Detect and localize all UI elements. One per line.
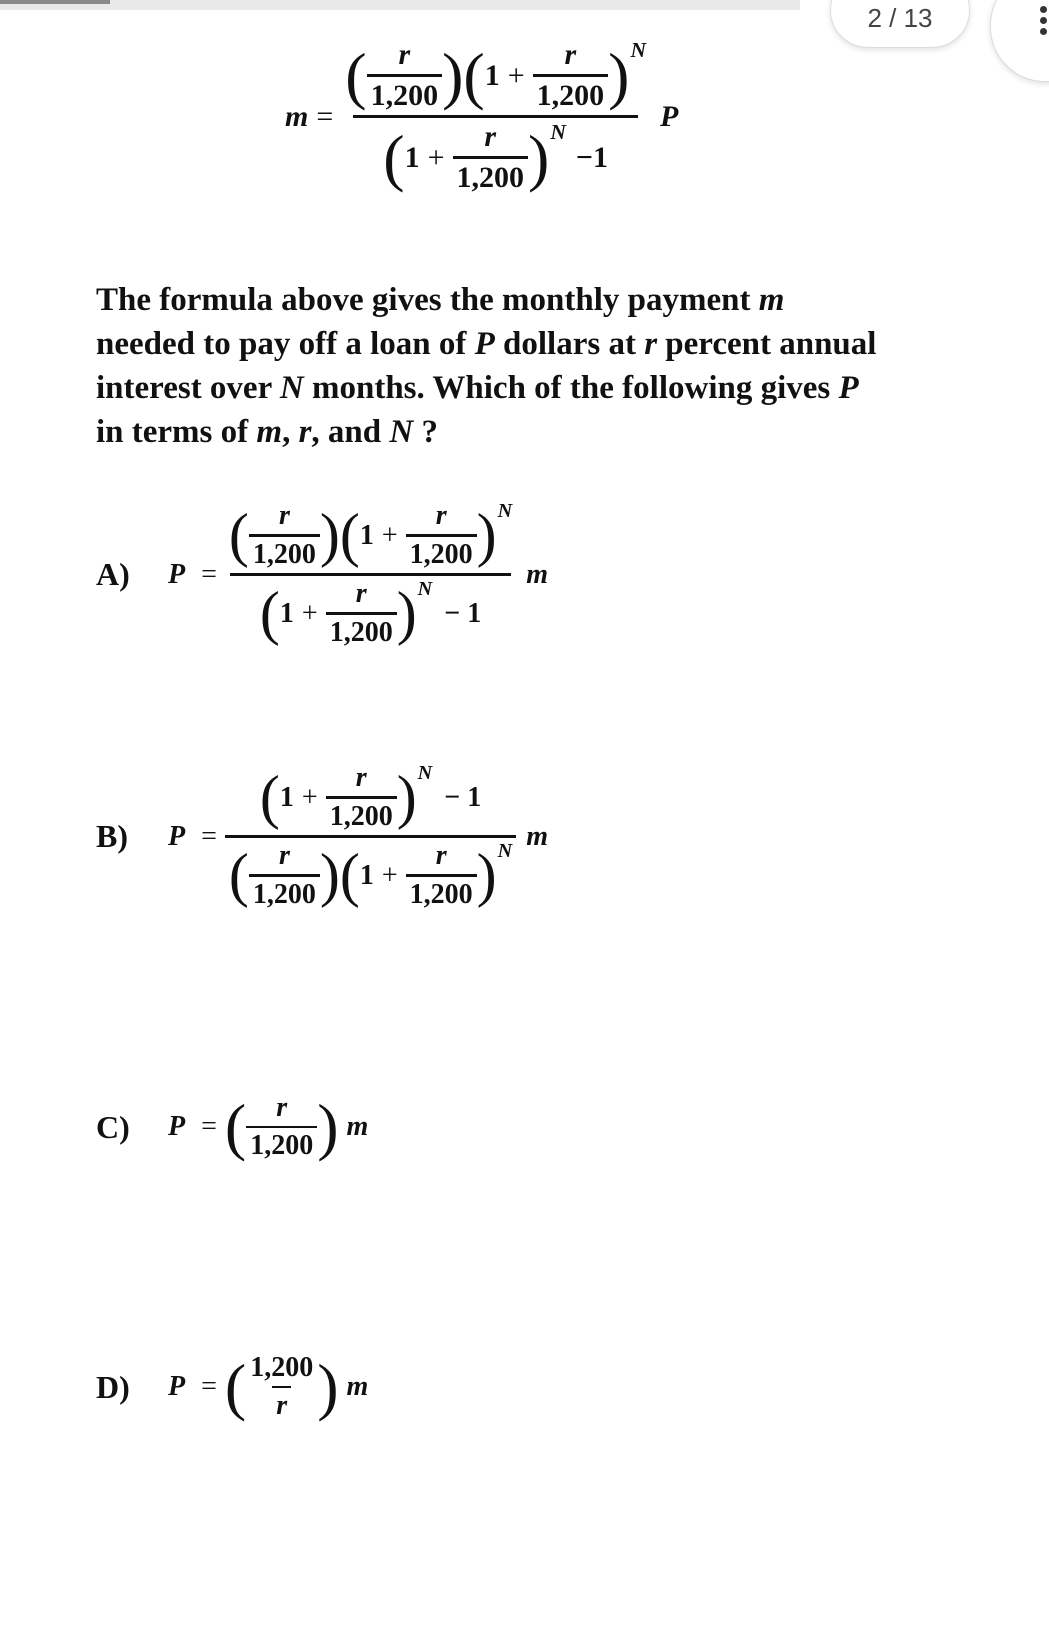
choice-a-fraction: ( $\frac{r}{1,200}$ )( 1 + $\frac{r}{1,200}$ ) N ( 1 + $\frac{r}{1,200}$ ) N − 1	[228, 500, 513, 648]
formula-multiplier: P	[660, 99, 679, 133]
payment-formula	[285, 38, 678, 195]
page-indicator[interactable]: 2 / 13	[830, 0, 970, 48]
top-accent-line	[0, 0, 110, 4]
choice-b-fraction: ( 1 + $\frac{r}{1,200}$ ) N − 1 ( $\frac{r}{1,200}$ )( 1 + $\frac{r}{1,200}$ ) N	[225, 762, 516, 911]
formula-lhs: m	[285, 99, 309, 133]
choice-c[interactable]: C) P = ( $\frac{r}{1,200}$ ) m	[96, 1091, 369, 1162]
choice-a[interactable]: A) P = ( $\frac{r}{1,200}$ )( 1 + $\frac{r}{1,200}$ ) N ( 1 + $\frac{r}{1,200}$ ) N − 1 m	[96, 500, 548, 648]
more-options-icon[interactable]	[1040, 6, 1048, 30]
choice-b[interactable]: B) P = ( 1 + $\frac{r}{1,200}$ ) N − 1 ( $\frac{r}{1,200}$ )( 1 + $\frac{r}{1,200}$ ) N m	[96, 762, 548, 910]
top-divider	[0, 0, 800, 10]
question-text: The formula above gives the monthly payment m needed to pay off a loan of P dollars at r percent annual interest over N months. Which of the following gives P in terms of m, r, and N ?	[96, 282, 877, 450]
formula-fraction: ( $\frac{r}{1,200}$ )( 1 + $\frac{r}{1,200}$ ) N ( 1 + $\frac{r}{1,200}$ ) N −1	[345, 38, 647, 194]
choice-d[interactable]: D) P = ( $\frac{1,200}{r}$ ) m	[96, 1351, 369, 1422]
formula-equals: =	[316, 99, 334, 133]
